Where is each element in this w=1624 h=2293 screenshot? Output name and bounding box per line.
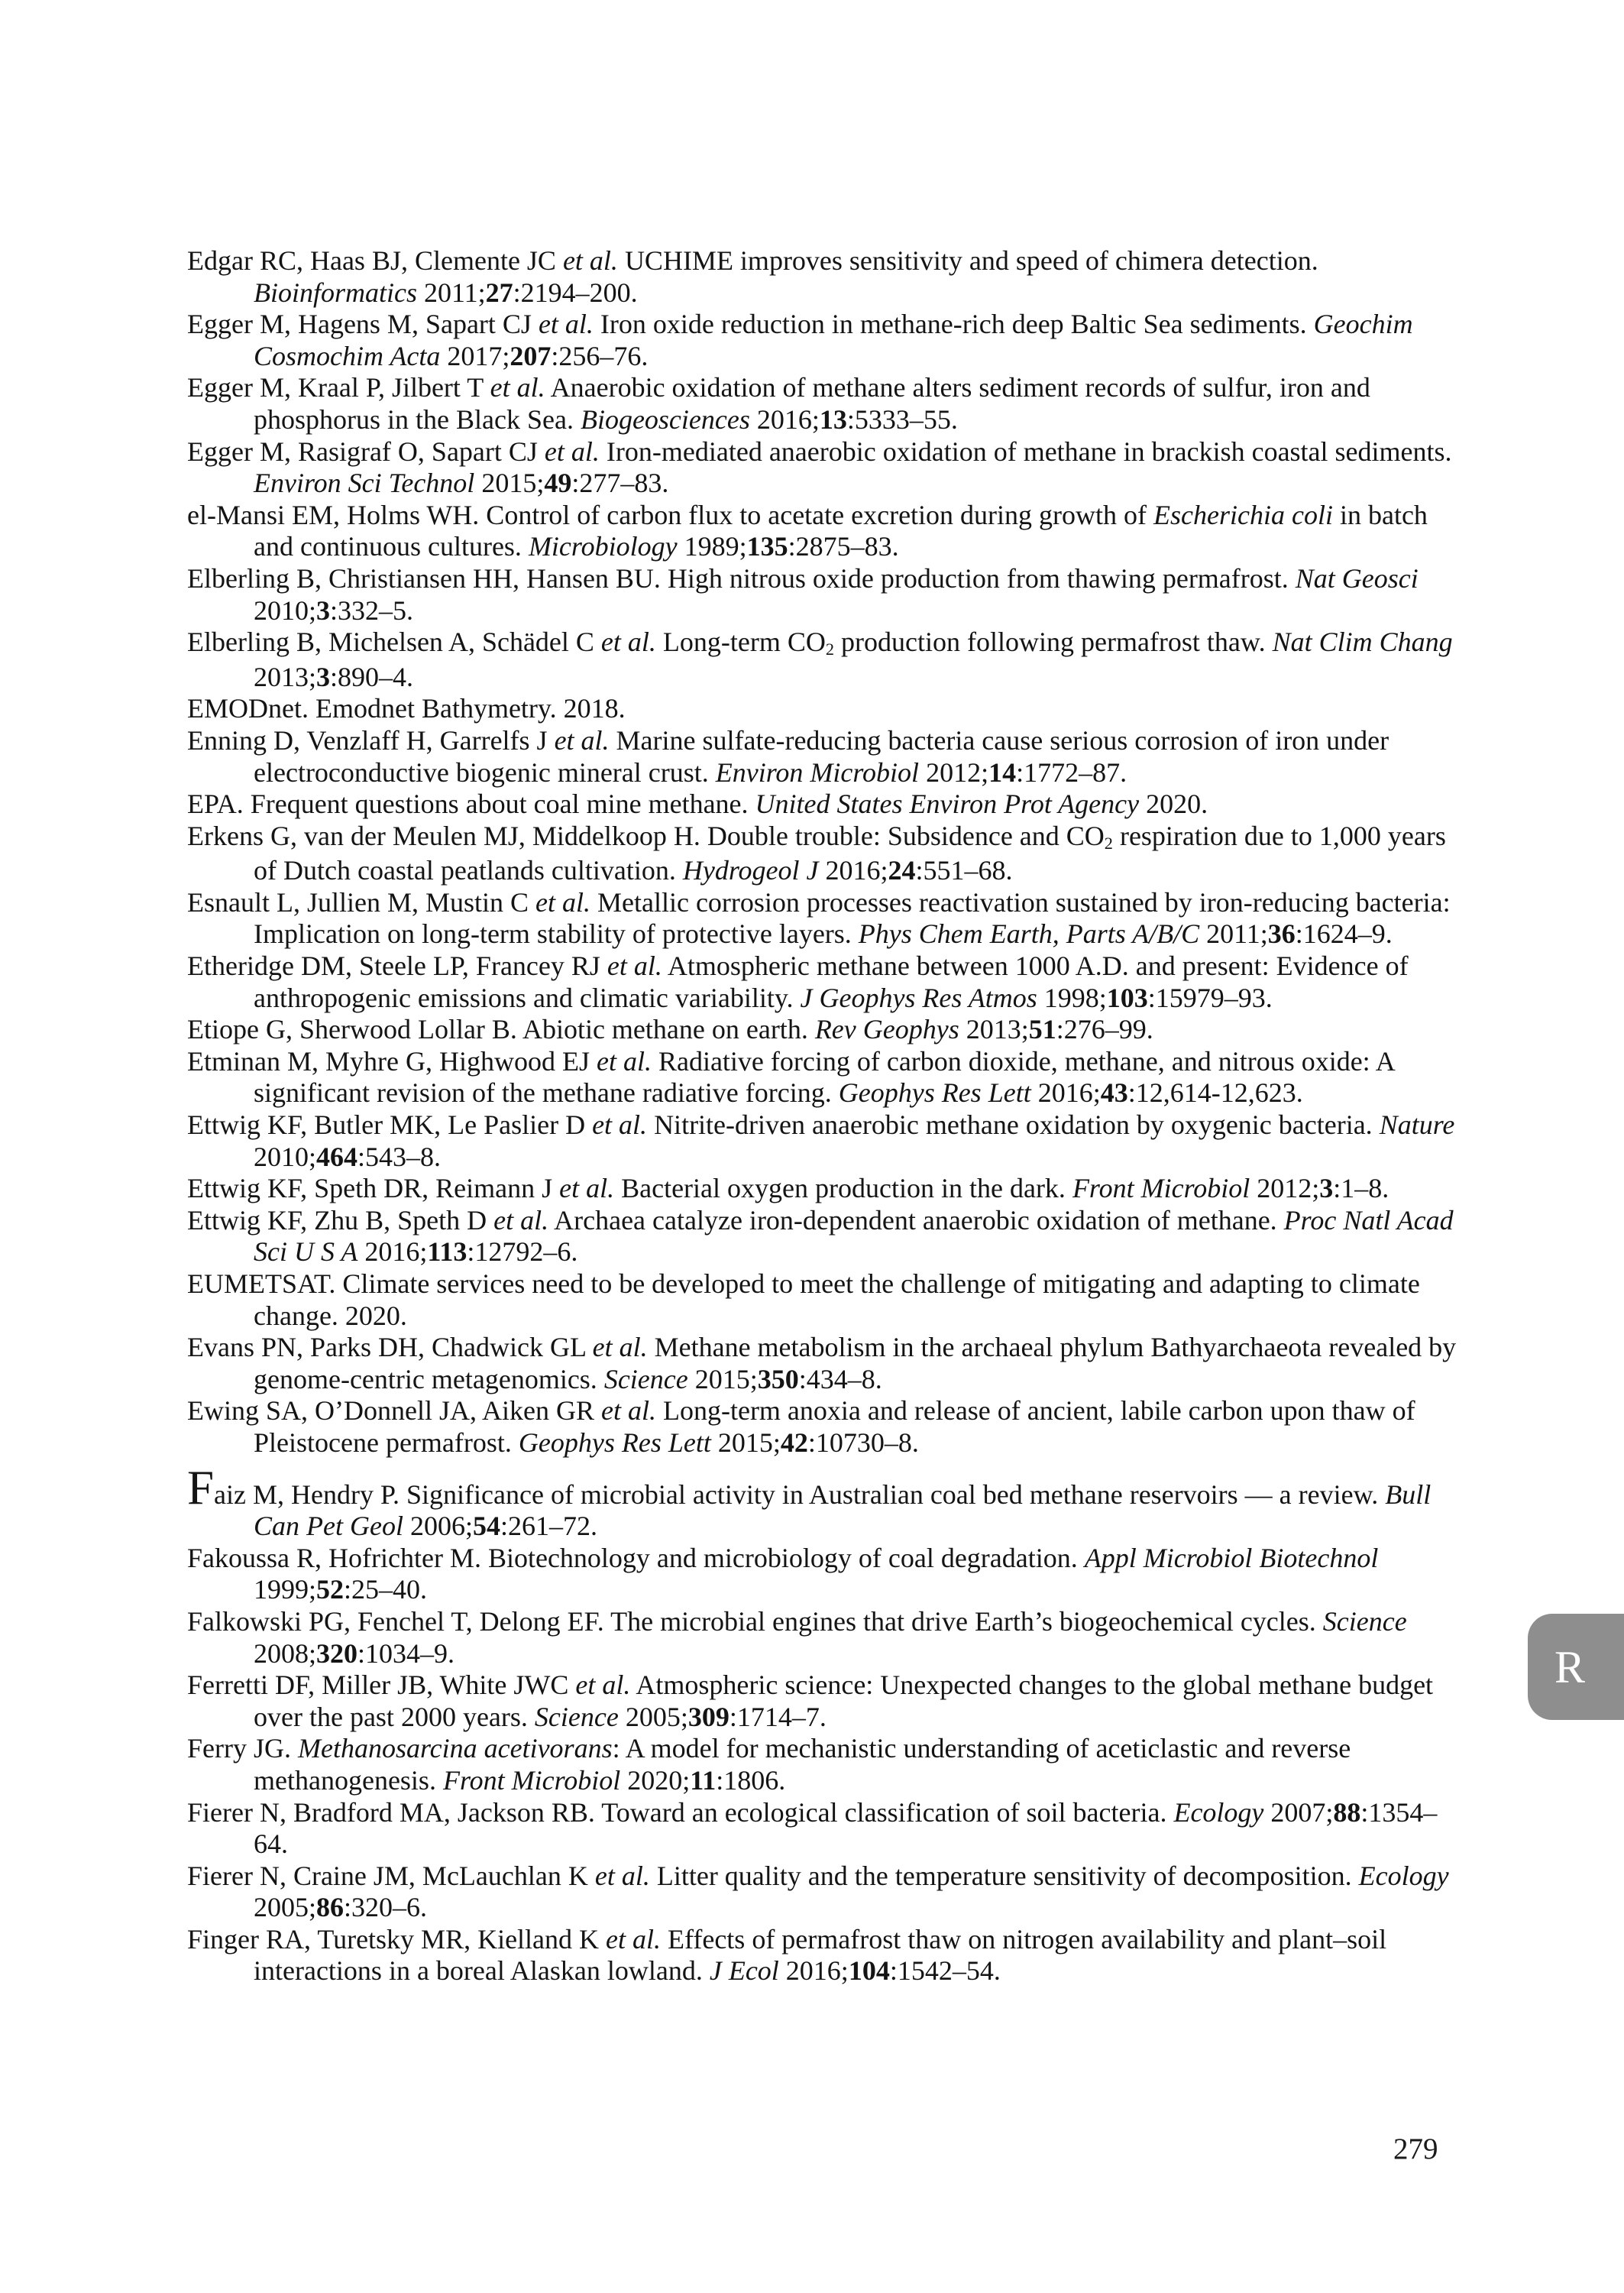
reference-text-segment: Iron oxide reduction in methane-rich deep Baltic Sea sediments. (593, 309, 1314, 340)
reference-text-segment: et al. (535, 886, 590, 918)
reference-text-segment: Geochim Cosmochim Acta (254, 309, 1413, 371)
reference-text-segment: in batch and continuous cultures. (254, 499, 1428, 562)
reference-text-segment: 2015; (710, 1427, 781, 1458)
reference-text-segment: Ferretti DF, Miller JB, White JWC (187, 1670, 576, 1701)
reference-text-segment: 2005; (254, 1892, 317, 1923)
reference-text-segment: 1989; (677, 531, 747, 562)
reference-text-segment: 2013; (254, 661, 317, 692)
reference-entry (187, 1173, 1459, 1205)
reference-text-segment: respiration due to 1,000 years of Dutch coastal peatlands cultivation. (254, 820, 1446, 886)
reference-entry (187, 436, 1459, 500)
reference-text-segment: 2016; (778, 1955, 849, 1987)
reference-entry (187, 1670, 1459, 1733)
reference-text-segment: Ecology (1173, 1796, 1264, 1828)
reference-text-segment: 2 (1104, 833, 1113, 853)
reference-text-segment: Nature (1379, 1109, 1455, 1141)
reference-text-segment: 1998; (1037, 982, 1107, 1013)
reference-text-segment: EPA. Frequent questions about coal mine methane. (187, 789, 755, 820)
reference-text-segment: Radiative forcing of carbon dioxide, methane, and nitrous oxide: A significant revision of the methane radiative forcing. (254, 1045, 1394, 1109)
reference-entry (187, 1733, 1459, 1796)
reference-text-segment: 49 (544, 468, 572, 499)
reference-text-segment: Etiope G, Sherwood Lollar B. Abiotic methane on earth. (187, 1014, 815, 1045)
reference-entry (187, 1046, 1459, 1109)
reference-text-segment: Bull Can Pet Geol (254, 1478, 1432, 1542)
reference-text-segment: :1806. (716, 1764, 786, 1796)
reference-text-segment: 104 (848, 1955, 890, 1987)
reference-text-segment: Science (603, 1363, 688, 1394)
reference-text-segment: UCHIME improves sensitivity and speed of chimera detection. (617, 245, 1318, 276)
reference-text-segment: production following permafrost thaw. (834, 627, 1273, 658)
reference-text-segment: :890–4. (330, 661, 414, 692)
reference-text-segment: Egger M, Hagens M, Sapart CJ (187, 309, 539, 340)
reference-text-segment: et al. (592, 1109, 648, 1141)
reference-text-segment: Erkens G, van der Meulen MJ, Middelkoop H. Double trouble: Subsidence and CO (187, 820, 1105, 851)
reference-text-segment: et al. (600, 627, 656, 658)
reference-text-segment: Esnault L, Jullien M, Mustin C (187, 886, 536, 918)
section-tab-letter: R (1554, 1641, 1586, 1692)
reference-text-segment: 2020. (1139, 789, 1208, 820)
reference-text-segment: 52 (316, 1574, 345, 1605)
reference-text-segment: 135 (746, 531, 788, 562)
reference-text-segment: et al. (592, 1332, 648, 1363)
reference-text-segment: :332–5. (330, 594, 414, 626)
reference-text-segment: J Ecol (709, 1955, 779, 1987)
reference-entry (187, 309, 1459, 372)
reference-text-segment: Elberling B, Christiansen HH, Hansen BU. High nitrous oxide production from thawing permafrost. (187, 562, 1296, 594)
reference-text-segment: Geophys Res Lett (518, 1427, 711, 1458)
reference-text-segment: :261–72. (500, 1511, 597, 1542)
reference-entry (187, 887, 1459, 951)
reference-text-segment: 14 (988, 756, 1017, 788)
reference-text-segment: :1542–54. (889, 1955, 1001, 1987)
reference-text-segment: 86 (316, 1892, 345, 1923)
reference-text-segment: 113 (427, 1236, 467, 1268)
reference-text-segment: Enning D, Venzlaff H, Garrelfs J (187, 724, 555, 756)
reference-text-segment: :15979–93. (1147, 982, 1273, 1013)
page-number: 279 (1393, 2133, 1438, 2165)
reference-text-segment: 54 (472, 1511, 500, 1542)
reference-entry (187, 1109, 1459, 1173)
reference-text-segment: 2010; (254, 1141, 317, 1172)
reference-entry (187, 245, 1459, 309)
reference-text-segment: :25–40. (344, 1574, 428, 1605)
reference-entry (187, 1924, 1459, 1987)
reference-text-segment: EUMETSAT. Climate services need to be developed to meet the challenge of mitigating and adapting to climate change. 2020. (187, 1268, 1420, 1331)
reference-entry (187, 372, 1459, 436)
reference-text-segment: Nat Clim Chang (1272, 627, 1453, 658)
reference-text-segment: et al. (490, 372, 545, 403)
reference-text-segment: Fakoussa R, Hofrichter M. Biotechnology and microbiology of coal degradation. (187, 1542, 1085, 1573)
reference-text-segment: 320 (316, 1637, 358, 1669)
reference-text-segment: Egger M, Kraal P, Jilbert T (187, 372, 490, 403)
reference-text-segment: Nat Geosci (1295, 562, 1419, 594)
reference-text-segment: Finger RA, Turetsky MR, Kielland K (187, 1923, 607, 1955)
reference-text-segment: Iron-mediated anaerobic oxidation of methane in brackish coastal sediments. (599, 436, 1452, 467)
reference-entry (187, 1861, 1459, 1924)
reference-text-segment: United States Environ Prot Agency (755, 789, 1140, 820)
reference-text-segment: 2016; (749, 403, 820, 435)
reference-text-segment: Ettwig KF, Zhu B, Speth D (187, 1204, 494, 1236)
reference-text-segment: Evans PN, Parks DH, Chadwick GL (187, 1332, 593, 1363)
reference-text-segment: Bacterial oxygen production in the dark. (614, 1173, 1072, 1204)
reference-text-segment: Fierer N, Craine JM, McLauchlan K (187, 1860, 595, 1891)
reference-text-segment: Elberling B, Michelsen A, Schädel C (187, 627, 601, 658)
reference-text-segment: Rev Geophys (814, 1014, 959, 1045)
reference-text-segment: 24 (888, 855, 916, 886)
reference-text-segment: 2016; (357, 1236, 428, 1268)
reference-text-segment: el-Mansi EM, Holms WH. Control of carbon flux to acetate excretion during growth of (187, 499, 1154, 530)
reference-text-segment: Ettwig KF, Butler MK, Le Paslier D (187, 1109, 593, 1141)
reference-text-segment: et al. (607, 951, 662, 982)
reference-entry (187, 1014, 1459, 1046)
reference-text-segment: 350 (757, 1363, 799, 1394)
reference-text-segment: Etheridge DM, Steele LP, Francey RJ (187, 951, 607, 982)
reference-text-segment: Long-term CO (655, 627, 826, 658)
reference-text-segment: :2875–83. (788, 531, 899, 562)
reference-text-segment: et al. (601, 1395, 656, 1427)
reference-text-segment: 3 (316, 594, 331, 626)
reference-text-segment: Phys Chem Earth, Parts A/B/C (858, 918, 1200, 950)
reference-text-segment: Long-term anoxia and release of ancient, labile carbon upon thaw of Pleistocene permafrost. (254, 1395, 1415, 1458)
reference-text-segment: Science (534, 1701, 619, 1732)
reference-text-segment: et al. (596, 1045, 652, 1077)
reference-text-segment: 2 (825, 640, 835, 659)
reference-text-segment: J Geophys Res Atmos (800, 982, 1037, 1013)
reference-text-segment: Nitrite-driven anaerobic methane oxidation by oxygenic bacteria. (647, 1109, 1380, 1141)
reference-text-segment: Effects of permafrost thaw on nitrogen availability and plant–soil interactions in a boreal Alaskan lowland. (254, 1923, 1387, 1987)
reference-text-segment: Atmospheric science: Unexpected changes to the global methane budget over the past 2000 years. (254, 1670, 1434, 1732)
reference-text-segment: 3 (1319, 1173, 1334, 1204)
reference-text-segment: et al. (554, 724, 610, 756)
reference-text-segment: Environ Microbiol (715, 756, 920, 788)
reference-text-segment: Fierer N, Bradford MA, Jackson RB. Toward an ecological classification of soil bacteria. (187, 1796, 1174, 1828)
reference-text-segment: Science (1322, 1605, 1407, 1637)
reference-entry (187, 1268, 1459, 1332)
reference-text-segment: Front Microbiol (442, 1764, 621, 1796)
reference-text-segment: et al. (594, 1860, 650, 1891)
reference-text-segment: EMODnet. Emodnet Bathymetry. 2018. (187, 693, 626, 724)
reference-text-segment: et al. (575, 1670, 631, 1701)
reference-text-segment: 2013; (959, 1014, 1029, 1045)
reference-text-segment: Geophys Res Lett (838, 1077, 1031, 1109)
reference-text-segment: et al. (562, 245, 618, 276)
reference-text-segment: :434–8. (798, 1363, 882, 1394)
reference-text-segment: :276–99. (1056, 1014, 1153, 1045)
reference-entry (187, 1543, 1459, 1606)
reference-text-segment: : A model for mechanistic understanding of aceticlastic and reverse methanogenesis. (254, 1733, 1351, 1796)
reference-text-segment: 2020; (620, 1764, 691, 1796)
reference-text-segment: Litter quality and the temperature sensitivity of decomposition. (649, 1860, 1359, 1891)
reference-text-segment: Ferry JG. (187, 1733, 298, 1764)
reference-text-segment: 2015; (687, 1363, 758, 1394)
reference-text-segment: et al. (559, 1173, 615, 1204)
reference-entry (187, 1395, 1459, 1459)
reference-text-segment: :1034–9. (357, 1637, 455, 1669)
reference-text-segment: Environ Sci Technol (254, 468, 475, 499)
reference-entry (187, 725, 1459, 789)
references-list (187, 245, 1459, 1987)
reference-text-segment: Archaea catalyze iron-dependent anaerobic oxidation of methane. (548, 1204, 1284, 1236)
reference-entry (187, 821, 1459, 887)
reference-text-segment: :277–83. (571, 468, 669, 499)
reference-text-segment: 36 (1267, 918, 1296, 950)
reference-text-segment: :12,614-12,623. (1127, 1077, 1303, 1109)
reference-text-segment: 2011; (417, 277, 486, 308)
reference-text-segment: 2017; (440, 340, 510, 371)
reference-text-segment: :1354–64. (254, 1796, 1438, 1860)
reference-text-segment: 13 (819, 403, 847, 435)
reference-entry (187, 500, 1459, 563)
reference-text-segment: 2010; (254, 594, 317, 626)
reference-entry (187, 951, 1459, 1014)
reference-text-segment: 1999; (254, 1574, 317, 1605)
reference-text-segment: 464 (316, 1141, 358, 1172)
reference-text-segment: :551–68. (915, 855, 1013, 886)
reference-entry (187, 1205, 1459, 1268)
reference-text-segment: Methanosarcina acetivorans (297, 1733, 613, 1764)
reference-text-segment: :1772–87. (1016, 756, 1127, 788)
reference-text-segment: 2005; (618, 1701, 688, 1732)
reference-text-segment: et al. (538, 309, 594, 340)
reference-text-segment: 2006; (403, 1511, 473, 1542)
reference-text-segment: Appl Microbiol Biotechnol (1084, 1542, 1379, 1573)
reference-text-segment: Atmospheric methane between 1000 A.D. and present: Evidence of anthropogenic emissions and climatic variability. (254, 951, 1409, 1013)
reference-text-segment: Escherichia coli (1153, 499, 1333, 530)
reference-entry (187, 627, 1459, 693)
reference-text-segment: Front Microbiol (1072, 1173, 1250, 1204)
reference-text-segment: :1–8. (1333, 1173, 1389, 1204)
reference-text-segment: :5333–55. (846, 403, 958, 435)
reference-text-segment: Metallic corrosion processes reactivation sustained by iron-reducing bacteria: Implication on long-term stability of protective layers. (254, 886, 1451, 950)
reference-text-segment: 2012; (919, 756, 989, 788)
reference-text-segment: 88 (1333, 1796, 1361, 1828)
reference-text-segment: Egger M, Rasigraf O, Sapart CJ (187, 436, 545, 467)
reference-entry (187, 1460, 1459, 1543)
reference-text-segment: et al. (606, 1923, 662, 1955)
reference-text-segment: 42 (780, 1427, 808, 1458)
reference-text-segment: Methane metabolism in the archaeal phylum Bathyarchaeota revealed by genome-centric metagenomics. (254, 1332, 1457, 1394)
dropcap-initial: F (187, 1460, 215, 1514)
section-tab-r (1528, 1614, 1624, 1720)
reference-entry (187, 1797, 1459, 1861)
reference-entry (187, 1332, 1459, 1395)
reference-text-segment: :1624–9. (1295, 918, 1393, 950)
reference-text-segment: 11 (690, 1764, 717, 1796)
reference-text-segment: :12792–6. (467, 1236, 578, 1268)
reference-text-segment: 3 (316, 661, 331, 692)
reference-text-segment: Hydrogeol J (682, 855, 819, 886)
reference-entry (187, 789, 1459, 821)
reference-text-segment: :543–8. (357, 1141, 442, 1172)
reference-text-segment: :1714–7. (729, 1701, 827, 1732)
reference-text-segment: 309 (687, 1701, 730, 1732)
reference-text-segment: Bioinformatics (254, 277, 417, 308)
reference-entry (187, 1606, 1459, 1670)
reference-text-segment: Falkowski PG, Fenchel T, Delong EF. The microbial engines that drive Earth’s biogeochemical cycles. (187, 1605, 1323, 1637)
reference-text-segment: 2007; (1263, 1796, 1334, 1828)
reference-text-segment: 103 (1106, 982, 1148, 1013)
reference-text-segment: Microbiology (528, 531, 678, 562)
reference-text-segment: 2016; (1030, 1077, 1101, 1109)
reference-text-segment: 2012; (1250, 1173, 1320, 1204)
reference-text-segment: Ettwig KF, Speth DR, Reimann J (187, 1173, 560, 1204)
reference-text-segment: :10730–8. (807, 1427, 919, 1458)
reference-text-segment: et al. (493, 1204, 549, 1236)
reference-entry (187, 563, 1459, 627)
reference-text-segment: 2008; (254, 1637, 317, 1669)
reference-text-segment: 2011; (1199, 918, 1268, 950)
reference-text-segment: 2015; (474, 468, 545, 499)
reference-text-segment: 51 (1028, 1014, 1056, 1045)
reference-text-segment: :2194–200. (513, 277, 638, 308)
reference-text-segment: Proc Natl Acad Sci U S A (254, 1204, 1454, 1268)
reference-text-segment: Ecology (1358, 1860, 1449, 1891)
reference-entry (187, 693, 1459, 725)
reference-text-segment: :320–6. (344, 1892, 428, 1923)
reference-text-segment: 43 (1100, 1077, 1128, 1109)
reference-text-segment: et al. (544, 436, 600, 467)
reference-text-segment: Edgar RC, Haas BJ, Clemente JC (187, 245, 563, 276)
reference-text-segment: 27 (485, 277, 513, 308)
reference-text-segment: :256–76. (551, 340, 649, 371)
reference-text-segment: 207 (510, 340, 552, 371)
reference-text-segment: Marine sulfate-reducing bacteria cause serious corrosion of iron under electroconductive biogenic mineral crust. (254, 724, 1389, 788)
reference-text-segment: Etminan M, Myhre G, Highwood EJ (187, 1045, 597, 1077)
reference-text-segment: aiz M, Hendry P. Significance of microbial activity in Australian coal bed methane reservoirs — a review. (214, 1478, 1386, 1510)
reference-text-segment: Biogeosciences (580, 403, 750, 435)
reference-text-segment: 2016; (818, 855, 888, 886)
reference-text-segment: Anaerobic oxidation of methane alters sediment records of sulfur, iron and phosphorus in the Black Sea. (254, 372, 1370, 435)
reference-text-segment: Ewing SA, O’Donnell JA, Aiken GR (187, 1395, 601, 1427)
